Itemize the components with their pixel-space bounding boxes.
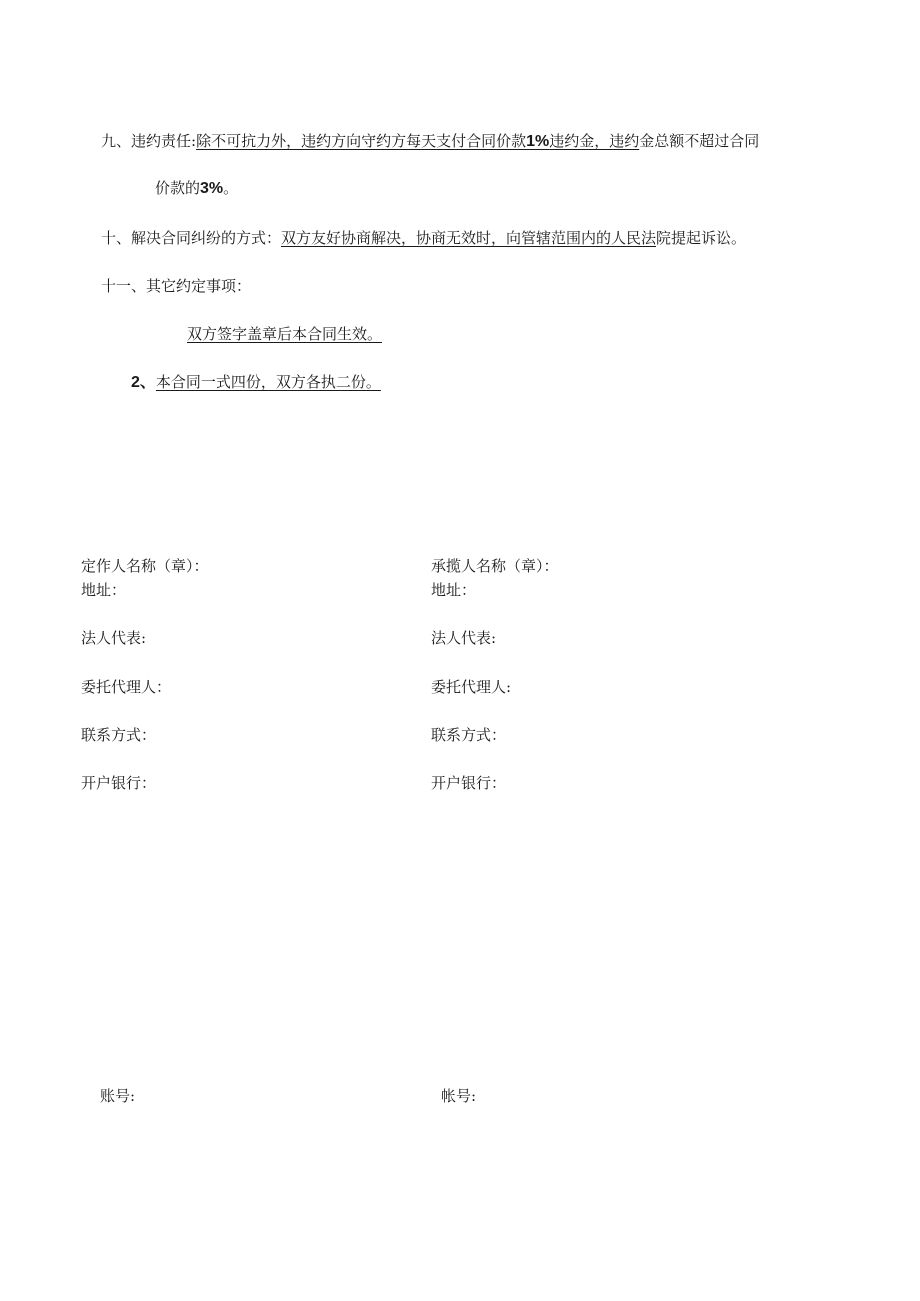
contractor-agent-label: 委托代理人: <box>431 678 512 696</box>
clause-nine-cap-pct: 3% <box>200 180 224 197</box>
item-2-number: 2、 <box>131 374 156 391</box>
contractor-address-label: 地址： <box>431 581 477 599</box>
clause-eleven-item-2 <box>131 372 381 393</box>
clause-nine-text-a: 除不可抗力外，违约方向守约方每天支付合同价款 <box>196 132 527 150</box>
clause-nine-rate: 1% <box>526 133 550 150</box>
clause-nine-text-b: 违约金，违约 <box>549 132 640 150</box>
client-address-label: 地址： <box>81 581 127 599</box>
clause-eleven-item-1: 双方签字盖章后本合同生效。 <box>187 325 383 343</box>
clause-ten-rest: 院提起诉讼。 <box>656 229 747 247</box>
clause-nine-underlined <box>196 132 639 150</box>
contractor-bank-label: 开户银行： <box>431 774 507 792</box>
clause-nine-heading: 九、违约责任: <box>101 132 197 150</box>
client-account-label: 账号: <box>100 1087 136 1105</box>
clause-nine-line2-end: 。 <box>223 179 239 197</box>
contractor-legal-rep-label: 法人代表: <box>431 629 497 647</box>
clause-eleven-heading: 十一、其它约定事项： <box>101 277 252 295</box>
contractor-contact-label: 联系方式： <box>431 726 507 744</box>
clause-nine-line2-text: 价款的 <box>155 179 201 197</box>
clause-nine-line1 <box>101 131 759 152</box>
client-agent-label: 委托代理人： <box>81 678 172 696</box>
contractor-name-label: 承揽人名称（章）： <box>431 557 559 575</box>
client-legal-rep-label: 法人代表: <box>81 629 147 647</box>
clause-ten-underlined: 双方友好协商解决，协商无效时，向管辖范围内的人民法 <box>281 229 657 247</box>
clause-ten <box>101 228 746 248</box>
item-2-text: 本合同一式四份，双方各执二份。 <box>155 373 381 391</box>
contractor-account-label: 帐号: <box>441 1087 477 1105</box>
clause-ten-heading: 十、解决合同纠纷的方式： <box>101 229 282 247</box>
client-name-label: 定作人名称（章）： <box>81 557 209 575</box>
client-bank-label: 开户银行： <box>81 774 157 792</box>
clause-nine-rest: 金总额不超过合同 <box>639 132 760 150</box>
clause-nine-line2 <box>155 178 238 199</box>
client-contact-label: 联系方式： <box>81 726 157 744</box>
